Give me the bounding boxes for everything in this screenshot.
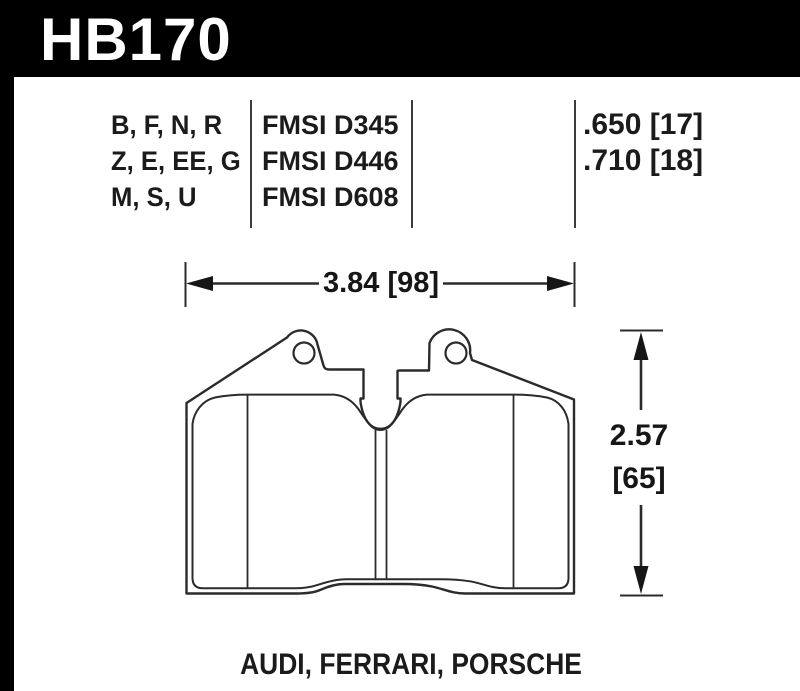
pad-thickness-row: .710 [18] [583, 144, 704, 177]
table-divider [574, 100, 576, 228]
arrow-down-icon [634, 566, 649, 594]
width-dimension-label: 3.84 [98] [322, 267, 440, 299]
arrow-up-icon [634, 332, 649, 360]
pad-center-slot [376, 430, 387, 580]
arrow-left-icon [186, 276, 213, 291]
arrow-right-icon [547, 276, 574, 291]
brake-pad-drawing [175, 322, 590, 605]
height-dimension-label-mm: [65] [612, 462, 666, 495]
pad-outer-outline [187, 329, 575, 593]
left-border-strip [0, 0, 14, 691]
applications-label: AUDI, FERRARI, PORSCHE [240, 648, 582, 681]
header-bar [0, 0, 800, 77]
table-divider [411, 100, 413, 228]
pad-thickness-row: .650 [17] [583, 108, 704, 141]
mounting-hole-right [446, 343, 467, 364]
fmsi-number-row: FMSI D608 [262, 182, 399, 212]
mounting-hole-left [294, 343, 315, 364]
compound-codes-row: M, S, U [111, 182, 197, 212]
fmsi-number-row: FMSI D345 [262, 110, 399, 140]
compound-codes-row: B, F, N, R [111, 110, 223, 140]
fmsi-number-row: FMSI D446 [262, 146, 399, 176]
height-dimension-label-inches: 2.57 [609, 419, 669, 452]
table-divider [250, 100, 252, 228]
part-number: HB170 [40, 6, 232, 73]
compound-codes-row: Z, E, EE, G [111, 146, 241, 176]
pad-friction-outline [193, 395, 569, 589]
